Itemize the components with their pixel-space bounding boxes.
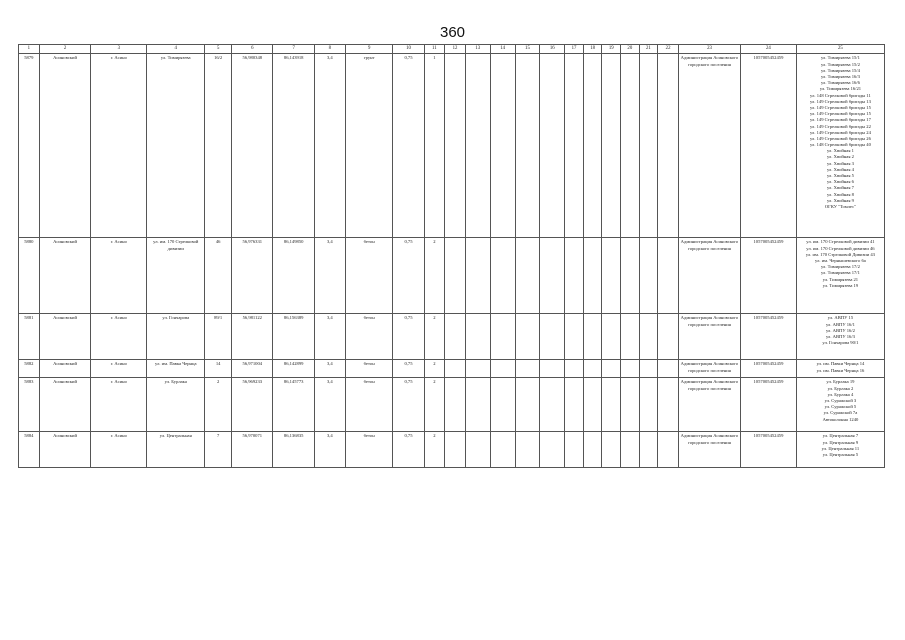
column-header-25: 25: [796, 45, 884, 54]
address-line: ул. Тимирязева 15/2: [820, 61, 860, 67]
cell-col-23: Администрация Асиновского городского поселения: [678, 432, 740, 468]
cell-col-9: бетон: [345, 432, 393, 468]
address-line: ул. Суражской 3: [824, 398, 857, 404]
column-header-9: 9: [345, 45, 393, 54]
cell-col-6: 56,970071: [232, 432, 273, 468]
cell-empty: [639, 378, 658, 432]
cell-empty: [621, 54, 640, 238]
cell-addresses: [796, 360, 884, 378]
cell-col-4: ул. им. 170 Стрелковой дивизии: [147, 238, 205, 314]
address-line: ул. Суражской 7а: [823, 410, 858, 416]
cell-col-4: ул. им. Павка Чернца: [147, 360, 205, 378]
cell-empty: [515, 432, 540, 468]
address-line: ул. АВПУ 16/2: [825, 327, 855, 333]
cell-empty: [621, 378, 640, 432]
table-row: [19, 360, 885, 378]
cell-col-3: г. Асино: [91, 360, 147, 378]
address-line: ул. Тимирязева 16/3: [820, 74, 860, 80]
address-line: ул. Бурлака 4: [827, 391, 854, 397]
column-header-11: 11: [424, 45, 445, 54]
cell-col-7: 86,145773: [273, 378, 314, 432]
cell-col-24: 1057005452459: [741, 54, 797, 238]
cell-col-10: 0,75: [393, 314, 424, 360]
cell-col-2: Асиновский: [39, 360, 91, 378]
cell-col-8: 3,4: [314, 432, 345, 468]
cell-col-8: 3,4: [314, 378, 345, 432]
cell-empty: [465, 360, 490, 378]
cell-col-10: 0,75: [393, 238, 424, 314]
cell-empty: [445, 238, 466, 314]
address-line: ул. Центральная 5: [822, 452, 859, 458]
cell-col-5: 46: [205, 238, 232, 314]
cell-col-9: бетон: [345, 314, 393, 360]
cell-col-1: 5884: [19, 432, 40, 468]
address-line: ул. Суражской 5: [824, 404, 857, 410]
address-line: ул. Тимирязева 16/21: [819, 86, 862, 92]
cell-empty: [658, 54, 679, 238]
address-line: ул. Тимирязева 15/1: [820, 55, 860, 61]
address-line: ул. Тимирязева 21: [822, 276, 859, 282]
cell-empty: [565, 378, 584, 432]
address-line: ул. Гончарова 90/1: [822, 340, 859, 346]
address-line: ул. им. Павки Чернца 14: [816, 361, 865, 367]
cell-empty: [540, 360, 565, 378]
cell-empty: [515, 378, 540, 432]
cell-empty: [565, 432, 584, 468]
cell-empty: [490, 432, 515, 468]
cell-col-3: г. Асино: [91, 432, 147, 468]
cell-empty: [621, 432, 640, 468]
address-line: ул. Тимирязева 17/2: [820, 264, 860, 270]
column-header-3: 3: [91, 45, 147, 54]
cell-empty: [465, 378, 490, 432]
column-header-7: 7: [273, 45, 314, 54]
cell-empty: [515, 360, 540, 378]
address-line: ул. Тимирязева 19: [822, 282, 859, 288]
cell-col-24: 1057005452459: [741, 314, 797, 360]
cell-col-6: 56,981122: [232, 314, 273, 360]
address-line: ул. 148 Стрелковой бригады 40: [809, 142, 871, 148]
column-header-5: 5: [205, 45, 232, 54]
address-line: ул. Бурлака 19: [826, 379, 855, 385]
column-header-12: 12: [445, 45, 466, 54]
address-line: ул. Центральная 11: [821, 445, 860, 451]
table-row: [19, 314, 885, 360]
cell-col-1: 5879: [19, 54, 40, 238]
cell-col-11: 1: [424, 54, 445, 238]
cell-empty: [465, 54, 490, 238]
address-line: ул. им. 170 Стрелковой дивизии 41: [806, 239, 875, 245]
cell-col-23: Администрация Асиновского городского поселения: [678, 378, 740, 432]
address-line: ул. 149 Стрелковой бригады 15: [809, 111, 871, 117]
address-line: ул. им. 170 Стрелковой дивизии 46: [806, 245, 875, 251]
cell-col-4: ул. Бурлака: [147, 378, 205, 432]
cell-empty: [583, 360, 602, 378]
address-line: ул. Хвойная 9: [826, 197, 854, 203]
cell-empty: [658, 314, 679, 360]
cell-col-9: бетон: [345, 238, 393, 314]
column-header-8: 8: [314, 45, 345, 54]
cell-empty: [465, 432, 490, 468]
column-header-21: 21: [639, 45, 658, 54]
address-line: ул. 148 Стрелковой бригады 11: [810, 92, 871, 98]
column-header-24: 24: [741, 45, 797, 54]
cell-addresses: [796, 432, 884, 468]
cell-col-24: 1057005452459: [741, 360, 797, 378]
column-header-23: 23: [678, 45, 740, 54]
cell-empty: [445, 54, 466, 238]
cell-col-5: 89/1: [205, 314, 232, 360]
address-line: ул. Бурлака 2: [827, 385, 854, 391]
cell-col-5: 16/2: [205, 54, 232, 238]
cell-col-11: 2: [424, 360, 445, 378]
cell-col-8: 3,4: [314, 360, 345, 378]
address-line: ул. 149 Стрелковой бригады 17: [809, 117, 871, 123]
column-header-19: 19: [602, 45, 621, 54]
cell-empty: [621, 360, 640, 378]
cell-col-24: 1057005452459: [741, 378, 797, 432]
address-line: ул. Тимирязева 15/4: [820, 67, 860, 73]
address-line: ул. 149 Стрелковой бригады 26: [809, 135, 871, 141]
column-header-1: 1: [19, 45, 40, 54]
cell-empty: [639, 432, 658, 468]
cell-addresses: [796, 54, 884, 238]
cell-empty: [583, 238, 602, 314]
address-line: Автоколонна 1240: [822, 416, 859, 422]
cell-col-7: 86,156389: [273, 314, 314, 360]
cell-empty: [515, 54, 540, 238]
cell-col-6: 56,969233: [232, 378, 273, 432]
column-header-22: 22: [658, 45, 679, 54]
cell-empty: [658, 378, 679, 432]
address-line: ул. Хвойная 1: [826, 148, 854, 154]
address-line: ул. 149 Стрелковой бригады 24: [809, 129, 871, 135]
cell-col-23: Администрация Асиновского городского поселения: [678, 238, 740, 314]
cell-col-23: Администрация Асиновского городского поселения: [678, 314, 740, 360]
cell-empty: [515, 314, 540, 360]
cell-empty: [602, 238, 621, 314]
address-line: ул. Хвойная 5: [826, 173, 854, 179]
cell-col-11: 2: [424, 378, 445, 432]
address-line: ул. Центральная 9: [822, 439, 859, 445]
cell-empty: [565, 360, 584, 378]
cell-col-10: 0,75: [393, 54, 424, 238]
header-row: [19, 45, 885, 54]
cell-empty: [583, 314, 602, 360]
cell-empty: [465, 238, 490, 314]
cell-col-4: ул. Центральная: [147, 432, 205, 468]
address-line: ул. им. Чернышевского 6а: [815, 258, 866, 264]
address-line: ул. Хвойная 2: [826, 154, 854, 160]
address-line: ул. 149 Стрелковой бригады 15: [809, 104, 871, 110]
cell-col-1: 5881: [19, 314, 40, 360]
cell-col-3: г. Асино: [91, 54, 147, 238]
cell-empty: [540, 432, 565, 468]
table-row: [19, 238, 885, 314]
cell-col-8: 3,4: [314, 238, 345, 314]
table-row: [19, 432, 885, 468]
address-line: ул. АВПУ 16/3: [825, 334, 855, 340]
address-line: ул. Центральная 7: [822, 433, 859, 439]
cell-col-10: 0,75: [393, 360, 424, 378]
column-header-14: 14: [490, 45, 515, 54]
cell-col-3: г. Асино: [91, 238, 147, 314]
cell-col-4: ул. Гончарова: [147, 314, 205, 360]
address-line: ул. АВПУ 15: [827, 315, 854, 321]
address-line: ул. 149 Стрелковой бригады 13: [809, 98, 871, 104]
cell-empty: [639, 314, 658, 360]
cell-col-10: 0,75: [393, 432, 424, 468]
address-line: ул. АВПУ 16/1: [825, 321, 855, 327]
cell-addresses: [796, 378, 884, 432]
table-row: [19, 54, 885, 238]
cell-col-9: бетон: [345, 360, 393, 378]
cell-empty: [658, 432, 679, 468]
cell-col-2: Асиновский: [39, 378, 91, 432]
cell-empty: [445, 314, 466, 360]
column-header-20: 20: [621, 45, 640, 54]
cell-col-9: бетон: [345, 378, 393, 432]
cell-empty: [602, 360, 621, 378]
column-header-17: 17: [565, 45, 584, 54]
cell-col-1: 5882: [19, 360, 40, 378]
cell-addresses: [796, 238, 884, 314]
cell-empty: [565, 238, 584, 314]
column-header-6: 6: [232, 45, 273, 54]
registry-table: [18, 44, 885, 468]
address-line: ул. им. Павки Чернца 16: [816, 367, 865, 373]
cell-empty: [540, 314, 565, 360]
address-line: ул. 149 Стрелковой бригады 22: [809, 123, 871, 129]
cell-col-24: 1057005452459: [741, 238, 797, 314]
cell-col-7: 86,142899: [273, 360, 314, 378]
cell-col-2: Асиновский: [39, 238, 91, 314]
cell-empty: [490, 238, 515, 314]
address-line: ул. им. 170 Стрелковой Дивизии 43: [805, 251, 875, 257]
cell-col-5: 7: [205, 432, 232, 468]
cell-col-10: 0,75: [393, 378, 424, 432]
cell-empty: [565, 314, 584, 360]
address-line: ул. Тимирязева 16/6: [820, 80, 860, 86]
column-header-15: 15: [515, 45, 540, 54]
column-header-16: 16: [540, 45, 565, 54]
cell-empty: [639, 54, 658, 238]
cell-col-6: 56,971004: [232, 360, 273, 378]
cell-empty: [621, 238, 640, 314]
cell-col-7: 86,136835: [273, 432, 314, 468]
cell-col-23: Администрация Асиновского городского поселения: [678, 54, 740, 238]
cell-col-2: Асиновский: [39, 314, 91, 360]
cell-empty: [515, 238, 540, 314]
cell-empty: [583, 432, 602, 468]
cell-col-11: 2: [424, 238, 445, 314]
column-header-18: 18: [583, 45, 602, 54]
column-header-4: 4: [147, 45, 205, 54]
cell-col-2: Асиновский: [39, 432, 91, 468]
cell-col-2: Асиновский: [39, 54, 91, 238]
address-line: ОГКУ "Томлес": [824, 203, 857, 209]
cell-empty: [639, 238, 658, 314]
cell-empty: [445, 432, 466, 468]
cell-col-11: 2: [424, 432, 445, 468]
cell-empty: [565, 54, 584, 238]
cell-empty: [621, 314, 640, 360]
cell-col-5: 14: [205, 360, 232, 378]
cell-empty: [490, 54, 515, 238]
cell-empty: [490, 378, 515, 432]
cell-empty: [602, 314, 621, 360]
address-line: ул. Хвойная 3: [826, 160, 854, 166]
column-header-2: 2: [39, 45, 91, 54]
page-number: 360: [439, 24, 466, 41]
cell-empty: [490, 314, 515, 360]
cell-col-23: Администрация Асиновского городского поселения: [678, 360, 740, 378]
cell-col-6: 56,976331: [232, 238, 273, 314]
address-line: ул. Тимирязева 17/1: [820, 270, 860, 276]
cell-empty: [540, 378, 565, 432]
cell-col-7: 86,149850: [273, 238, 314, 314]
cell-empty: [583, 378, 602, 432]
address-line: ул. Хвойная 7: [826, 185, 854, 191]
address-line: ул. Хвойная 8: [826, 191, 854, 197]
cell-empty: [583, 54, 602, 238]
column-header-13: 13: [465, 45, 490, 54]
cell-col-3: г. Асино: [91, 314, 147, 360]
cell-col-11: 2: [424, 314, 445, 360]
cell-col-8: 3,4: [314, 54, 345, 238]
cell-empty: [490, 360, 515, 378]
cell-empty: [658, 360, 679, 378]
cell-col-3: г. Асино: [91, 378, 147, 432]
cell-addresses: [796, 314, 884, 360]
cell-empty: [658, 238, 679, 314]
cell-empty: [602, 378, 621, 432]
cell-empty: [602, 432, 621, 468]
address-line: ул. Хвойная 4: [826, 166, 854, 172]
cell-col-24: 1057005452459: [741, 432, 797, 468]
table-row: [19, 378, 885, 432]
cell-empty: [445, 378, 466, 432]
cell-col-1: 5880: [19, 238, 40, 314]
cell-col-7: 86,143918: [273, 54, 314, 238]
cell-empty: [540, 238, 565, 314]
cell-empty: [602, 54, 621, 238]
column-header-10: 10: [393, 45, 424, 54]
cell-col-4: ул. Тимирязева: [147, 54, 205, 238]
cell-empty: [540, 54, 565, 238]
cell-col-5: 2: [205, 378, 232, 432]
cell-empty: [445, 360, 466, 378]
address-line: ул. Хвойная 6: [826, 179, 854, 185]
cell-col-9: грунт: [345, 54, 393, 238]
cell-empty: [465, 314, 490, 360]
cell-col-1: 5883: [19, 378, 40, 432]
cell-col-6: 56,980348: [232, 54, 273, 238]
cell-col-8: 3,4: [314, 314, 345, 360]
cell-empty: [639, 360, 658, 378]
